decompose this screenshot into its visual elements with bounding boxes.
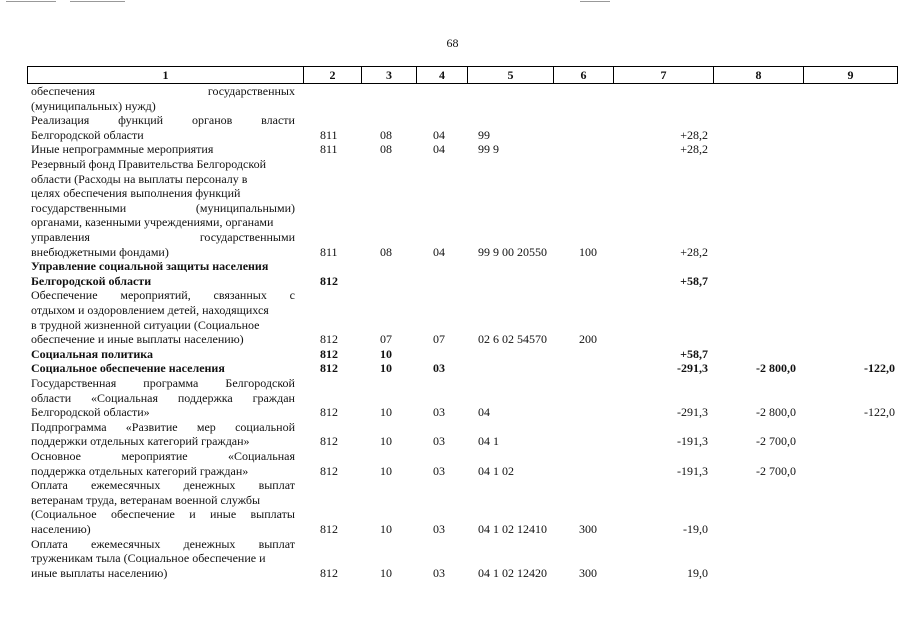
description-word: власти: [261, 113, 295, 128]
row-description: [31, 449, 295, 478]
description-line: [31, 332, 295, 347]
description-word: программа: [143, 376, 199, 390]
cell-column-6: 200: [579, 332, 597, 347]
description-line: [31, 215, 295, 230]
cell-column-7: -19,0: [683, 521, 708, 536]
cell-column-2: 811: [320, 244, 338, 259]
description-line: [31, 464, 295, 479]
description-line: [31, 391, 295, 406]
description-word: органов: [191, 113, 233, 128]
description-line: [31, 230, 295, 245]
description-word: (муниципальных) нужд): [31, 98, 156, 113]
description-word: органами, казенными учреждениями, органами: [31, 215, 274, 230]
cell-column-9: -122,0: [864, 361, 895, 376]
description-word: Основное: [31, 449, 81, 463]
description-word: ветеранам труда, ветеранам военной службы: [31, 492, 261, 507]
cell-column-2: 812: [320, 361, 338, 376]
cell-column-2: 812: [320, 521, 338, 536]
cell-column-7: 19,0: [687, 565, 708, 580]
description-line: [31, 551, 295, 566]
description-line: [31, 493, 295, 508]
cell-column-7: -191,3: [677, 463, 708, 478]
cell-column-3: 10: [380, 434, 392, 449]
description-word: Государственная: [31, 376, 117, 390]
cell-column-3: 10: [380, 521, 392, 536]
cell-column-7: -291,3: [677, 405, 708, 420]
cell-column-8: -2 700,0: [756, 463, 796, 478]
cell-column-6: 300: [579, 521, 597, 536]
cell-column-3: 10: [380, 361, 392, 376]
cell-column-3: 08: [380, 127, 392, 142]
description-word: мероприятий,: [120, 288, 191, 303]
description-word: Социальное обеспечение населения: [31, 361, 225, 376]
description-word: мероприятие: [121, 449, 188, 463]
description-line: [31, 318, 295, 333]
cell-column-8: -2 700,0: [756, 434, 796, 449]
description-word: целях обеспечения выполнения функций: [31, 186, 241, 201]
cell-column-5: 99: [478, 127, 490, 142]
description-word: с: [289, 288, 295, 303]
description-word: поддержка: [177, 390, 233, 405]
cell-column-3: 08: [380, 244, 392, 259]
description-word: отдыхом и оздоровлением детей, находящихся: [31, 302, 269, 317]
description-word: и: [189, 507, 196, 522]
description-word: государственными: [31, 200, 127, 215]
cell-column-3: 08: [380, 142, 392, 157]
description-word: внебюджетными фондами): [31, 244, 169, 259]
cell-column-2: 811: [320, 127, 338, 142]
description-word: Белгородской области: [31, 127, 144, 142]
description-word: Белгородской: [225, 376, 295, 390]
cell-column-2: 812: [320, 332, 338, 347]
cell-column-9: -122,0: [864, 405, 895, 420]
description-word: мер: [196, 419, 216, 434]
description-word: денежных: [183, 478, 236, 493]
description-word: выплат: [258, 536, 295, 551]
cell-column-3: 10: [380, 463, 392, 478]
description-word: Реализация: [31, 113, 90, 128]
column-header-9: 9: [804, 67, 898, 84]
description-line: [31, 142, 295, 157]
description-line: [31, 376, 295, 391]
description-line: [31, 478, 295, 493]
cell-column-7: +28,2: [680, 142, 708, 157]
cell-column-7: -291,3: [677, 361, 708, 376]
description-word: государственных: [207, 84, 295, 98]
row-description: [31, 288, 295, 346]
cell-column-4: 03: [433, 405, 445, 420]
cell-column-6: 300: [579, 565, 597, 580]
cell-column-3: 10: [380, 565, 392, 580]
cell-column-7: +28,2: [680, 127, 708, 142]
row-description: [31, 347, 295, 362]
cell-column-2: 812: [320, 463, 338, 478]
description-word: поддержка отдельных категорий граждан»: [31, 463, 249, 478]
cell-column-5: 02 6 02 54570: [478, 332, 547, 347]
row-description: [31, 259, 295, 288]
description-word: поддержки отдельных категорий граждан»: [31, 434, 250, 449]
cell-column-5: 04 1 02 12420: [478, 565, 547, 580]
description-word: ежемесячных: [90, 478, 161, 493]
description-line: [31, 99, 295, 114]
description-line: [31, 434, 295, 449]
cell-column-2: 812: [320, 346, 338, 361]
description-word: ежемесячных: [90, 536, 161, 551]
column-header-2: 2: [304, 67, 362, 84]
description-word: государственными: [199, 229, 295, 244]
cell-column-4: 07: [433, 332, 445, 347]
cell-column-4: 03: [433, 565, 445, 580]
cell-column-2: 812: [320, 434, 338, 449]
description-line: [31, 172, 295, 187]
cell-column-5: 04: [478, 405, 490, 420]
column-header-1: 1: [28, 67, 304, 84]
description-line: [31, 522, 295, 537]
cell-column-7: +58,7: [680, 346, 708, 361]
description-line: [31, 347, 295, 362]
column-header-3: 3: [362, 67, 417, 84]
column-header-8: 8: [714, 67, 804, 84]
cell-column-4: 03: [433, 463, 445, 478]
description-word: области (Расходы на выплаты персоналу в: [31, 171, 248, 186]
cell-column-5: 04 1: [478, 434, 499, 449]
description-line: [31, 84, 295, 99]
cell-column-5: 04 1 02: [478, 463, 514, 478]
description-word: населению): [31, 521, 91, 536]
row-description: [31, 361, 295, 376]
cell-column-7: +28,2: [680, 244, 708, 259]
description-word: выплат: [258, 478, 295, 493]
description-word: Оплата: [31, 478, 68, 493]
description-word: функций: [118, 113, 164, 128]
description-line: [31, 420, 295, 435]
description-line: [31, 113, 295, 128]
description-word: Управление социальной защиты населения: [31, 259, 269, 274]
cell-column-7: -191,3: [677, 434, 708, 449]
cell-column-4: 04: [433, 127, 445, 142]
row-description: [31, 84, 295, 113]
page-number: 68: [446, 36, 459, 50]
description-line: [31, 288, 295, 303]
description-word: иные: [209, 507, 237, 522]
cell-column-4: 03: [433, 361, 445, 376]
description-word: Резервный фонд Правительства Белгородской: [31, 157, 267, 171]
cell-column-2: 812: [320, 405, 338, 420]
cell-column-8: -2 800,0: [756, 405, 796, 420]
description-line: [31, 537, 295, 552]
column-header-4: 4: [417, 67, 468, 84]
description-word: «Развитие: [125, 419, 178, 434]
row-description: [31, 142, 295, 157]
cell-column-3: 10: [380, 405, 392, 420]
column-header-7: 7: [614, 67, 714, 84]
cell-column-4: 03: [433, 434, 445, 449]
cell-column-6: 100: [579, 244, 597, 259]
description-word: денежных: [183, 536, 236, 551]
row-description: [31, 537, 295, 581]
description-word: (муниципальными): [195, 200, 295, 215]
description-word: Оплата: [31, 536, 68, 551]
description-line: [31, 566, 295, 581]
description-word: управления: [31, 229, 90, 244]
cell-column-4: 03: [433, 521, 445, 536]
cell-column-8: -2 800,0: [756, 361, 796, 376]
description-line: [31, 303, 295, 318]
cell-column-2: 812: [320, 565, 338, 580]
description-line: [31, 361, 295, 376]
description-word: (Социальное: [31, 507, 97, 522]
description-word: Социальная политика: [31, 346, 154, 361]
row-description: [31, 376, 295, 420]
description-word: обеспечение и иные выплаты населению): [31, 332, 244, 347]
description-line: [31, 449, 295, 464]
cell-column-4: 04: [433, 142, 445, 157]
description-word: выплаты: [250, 507, 295, 522]
description-word: области: [31, 390, 72, 405]
row-description: [31, 478, 295, 536]
description-word: Белгородской области»: [31, 405, 150, 420]
description-word: социальной: [235, 419, 295, 434]
description-word: труженикам тыла (Социальное обеспечение и: [31, 551, 266, 566]
description-word: Белгородской области: [31, 273, 152, 288]
cell-column-4: 04: [433, 244, 445, 259]
description-word: Иные непрограммные мероприятия: [31, 142, 214, 157]
description-line: [31, 274, 295, 289]
cell-column-3: 10: [380, 346, 392, 361]
description-word: обеспечения: [31, 84, 96, 98]
row-description: [31, 113, 295, 142]
description-line: [31, 157, 295, 172]
description-word: Обеспечение: [31, 288, 98, 303]
description-word: иные выплаты населению): [31, 565, 168, 580]
description-line: [31, 245, 295, 260]
cell-column-5: 99 9 00 20550: [478, 244, 547, 259]
description-line: [31, 259, 295, 274]
description-line: [31, 201, 295, 216]
description-word: Подпрограмма: [31, 419, 107, 434]
description-line: [31, 405, 295, 420]
description-word: в трудной жизненной ситуации (Социальное: [31, 317, 260, 332]
description-word: обеспечение: [110, 507, 175, 522]
cell-column-2: 812: [320, 273, 338, 288]
description-line: [31, 128, 295, 143]
description-word: связанных: [213, 288, 267, 303]
column-header-5: 5: [468, 67, 554, 84]
description-word: «Социальная: [90, 390, 158, 405]
cell-column-5: 04 1 02 12410: [478, 521, 547, 536]
column-header-6: 6: [554, 67, 614, 84]
description-line: [31, 507, 295, 522]
description-word: граждан: [252, 390, 295, 405]
cell-column-5: 99 9: [478, 142, 499, 157]
cell-column-3: 07: [380, 332, 392, 347]
description-line: [31, 186, 295, 201]
cell-column-2: 811: [320, 142, 338, 157]
description-word: «Социальная: [227, 449, 295, 463]
row-description: [31, 420, 295, 449]
cell-column-7: +58,7: [680, 273, 708, 288]
row-description: [31, 157, 295, 259]
